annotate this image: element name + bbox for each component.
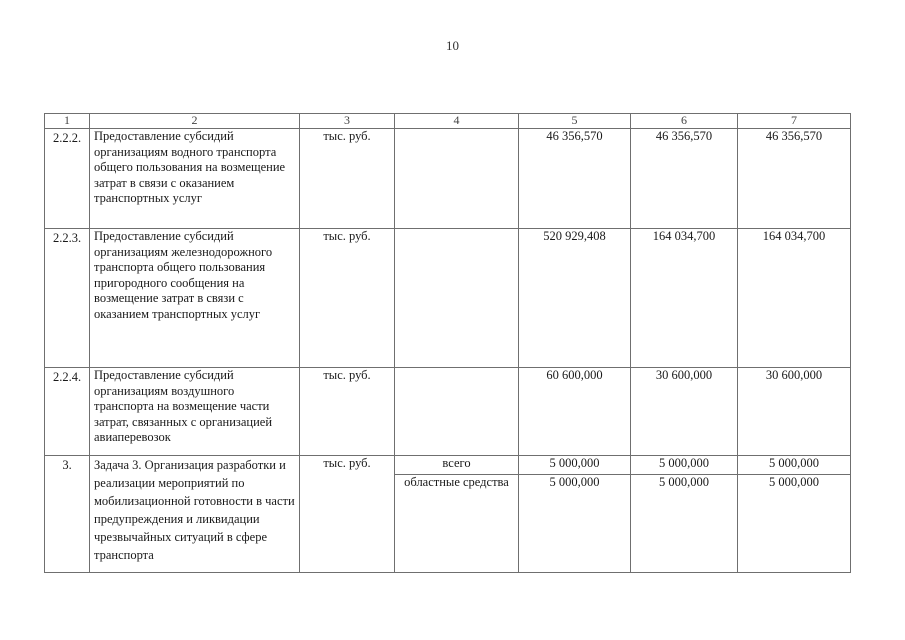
- row-value-7: 46 356,570: [738, 129, 851, 229]
- row-value-5-regional: 5 000,000: [519, 475, 631, 573]
- row-source: [395, 368, 519, 456]
- table-row: [45, 229, 851, 368]
- table-row: [45, 129, 851, 229]
- row-value-7: 30 600,000: [738, 368, 851, 456]
- row-number: 2.2.3.: [45, 229, 90, 368]
- row-value-7: 164 034,700: [738, 229, 851, 368]
- col-header-7: 7: [738, 114, 851, 129]
- row-value-5: 60 600,000: [519, 368, 631, 456]
- row-unit: тыс. руб.: [300, 229, 395, 368]
- row-value-6-total: 5 000,000: [631, 456, 738, 475]
- row-value-7-regional: 5 000,000: [738, 475, 851, 573]
- row-source-total: всего: [395, 456, 519, 475]
- header-row: [45, 114, 851, 129]
- row-value-6: 164 034,700: [631, 229, 738, 368]
- row-source: [395, 229, 519, 368]
- row-value-5-total: 5 000,000: [519, 456, 631, 475]
- row-value-6: 46 356,570: [631, 129, 738, 229]
- page-number: 10: [446, 38, 459, 53]
- row-value-7-total: 5 000,000: [738, 456, 851, 475]
- row-number: 2.2.2.: [45, 129, 90, 229]
- col-header-3: 3: [300, 114, 395, 129]
- col-header-4: 4: [395, 114, 519, 129]
- row-value-5: 46 356,570: [519, 129, 631, 229]
- row-source: [395, 129, 519, 229]
- col-header-1: 1: [45, 114, 90, 129]
- budget-table: [44, 113, 851, 573]
- row-description: Задача 3. Организация разработки и реализации мероприятий по мобилизационной готовности в части предупреждения и ликвидации чрезвычайных ситуаций в сфере транспорта: [90, 456, 300, 573]
- row-description: Предоставление субсидий организациям водного транспорта общего пользования на возмещение затрат в связи с оказанием транспортных услуг: [90, 129, 300, 229]
- row-number: 3.: [45, 456, 90, 573]
- row-value-5: 520 929,408: [519, 229, 631, 368]
- row-number: 2.2.4.: [45, 368, 90, 456]
- row-description: Предоставление субсидий организациям воздушного транспорта на возмещение части затрат, связанных с организацией авиаперевозок: [90, 368, 300, 456]
- row-unit: тыс. руб.: [300, 368, 395, 456]
- col-header-2: 2: [90, 114, 300, 129]
- col-header-6: 6: [631, 114, 738, 129]
- table-row: [45, 368, 851, 456]
- col-header-5: 5: [519, 114, 631, 129]
- row-unit: тыс. руб.: [300, 456, 395, 573]
- table-row: [45, 456, 851, 475]
- row-value-6-regional: 5 000,000: [631, 475, 738, 573]
- row-value-6: 30 600,000: [631, 368, 738, 456]
- row-unit: тыс. руб.: [300, 129, 395, 229]
- row-source-regional: областные средства: [395, 475, 519, 573]
- row-description: Предоставление субсидий организациям железнодорожного транспорта общего пользования пригородного сообщения на возмещение затрат в связи с оказанием транспортных услуг: [90, 229, 300, 368]
